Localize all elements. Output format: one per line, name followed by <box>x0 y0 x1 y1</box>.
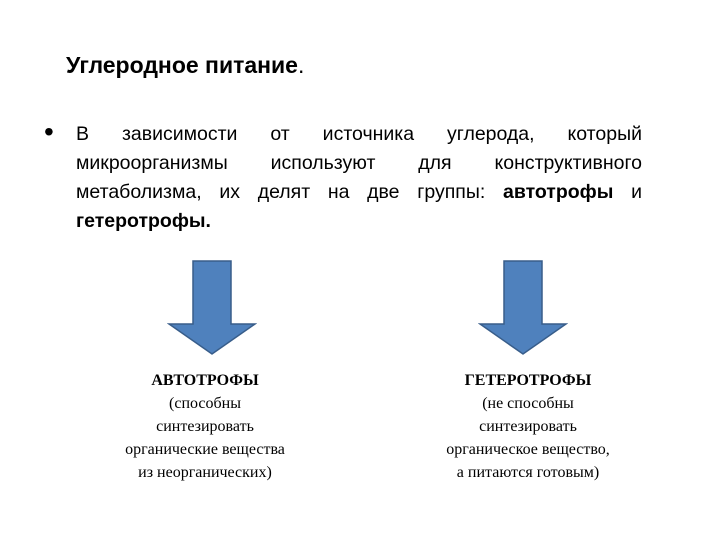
bullet-marker: • <box>44 116 54 147</box>
group-name: ГЕТЕРОТРОФЫ <box>464 372 592 389</box>
group-name: АВТОТРОФЫ <box>151 372 259 389</box>
group-autotrophs <box>75 369 335 484</box>
group-line: (способны <box>169 395 241 412</box>
bullet-conjunction: и <box>613 181 642 203</box>
group-heterotrophs <box>398 369 658 484</box>
group-line: (не способны <box>482 395 574 412</box>
group-line: синтезировать <box>156 418 254 435</box>
down-arrow-icon <box>478 260 568 356</box>
group-line: из неорганических) <box>138 464 272 481</box>
group-line: органическое вещество, <box>446 441 610 458</box>
slide-title <box>66 52 304 79</box>
down-arrow-shape <box>169 261 255 354</box>
term-autotrophs: автотрофы <box>503 181 614 203</box>
bullet-text: В зависимости от источника углерода, который микроорганизмы используют для конструктивного метаболизма, их делят на две группы: <box>76 123 642 203</box>
slide-title-text: Углеродное питание <box>66 52 298 78</box>
bullet-paragraph <box>76 120 642 236</box>
down-arrow-shape <box>480 261 566 354</box>
down-arrow-icon <box>167 260 257 356</box>
group-line: а питаются готовым) <box>456 464 600 481</box>
group-line: органические вещества <box>125 441 285 458</box>
term-heterotrophs: гетеротрофы. <box>76 210 211 232</box>
group-line: синтезировать <box>479 418 577 435</box>
slide-title-dot: . <box>297 52 305 78</box>
